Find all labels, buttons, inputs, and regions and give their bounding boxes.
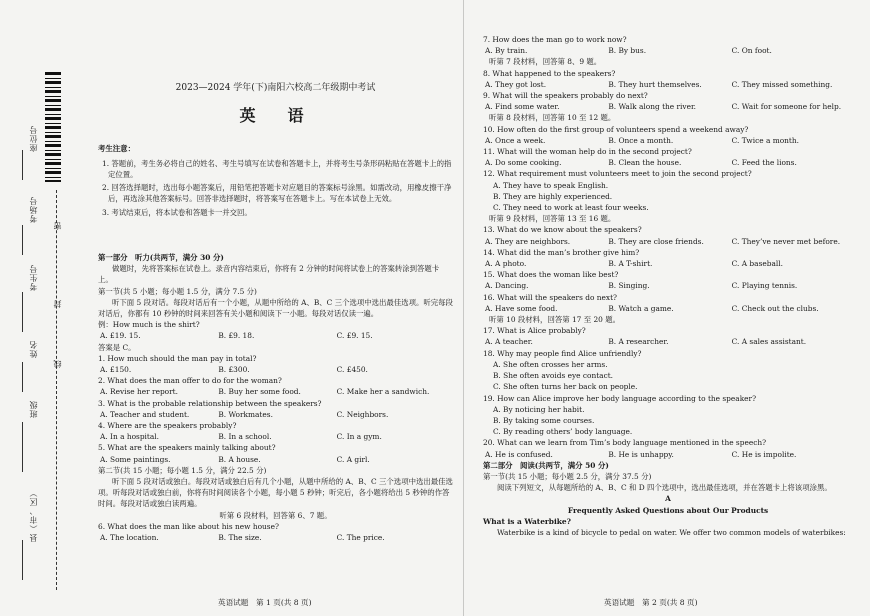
seal-dashed-line	[56, 190, 57, 590]
option: A. In a hospital.	[100, 432, 160, 442]
option: C. He is impolite.	[731, 449, 797, 459]
option: B. £9. 18.	[218, 331, 255, 341]
class-label: 班级	[29, 400, 38, 418]
question-4: 4. Where are the speakers probably?	[98, 421, 237, 431]
material-10-note: 听第 10 段材料，回答第 17 至 20 题。	[489, 315, 620, 325]
question-2-options	[98, 386, 453, 397]
passage-title: Frequently Asked Questions about Our Products	[567, 505, 769, 515]
room-label: 考场号	[29, 196, 38, 223]
question-10: 10. How often do the first group of volunteers spend a weekend away?	[483, 124, 749, 134]
option: B. Walk along the river.	[608, 102, 697, 112]
question-7-options	[483, 45, 853, 56]
option: A. By train.	[485, 46, 528, 56]
material-9-note: 听第 9 段材料，回答第 13 至 16 题。	[489, 214, 616, 224]
option: C. In a gym.	[336, 432, 382, 442]
option: B. A T-shirt.	[608, 259, 653, 269]
question-7: 7. How does the man go to work now?	[483, 35, 627, 44]
question-14-options	[483, 258, 853, 269]
option: C. Make her a sandwich.	[336, 387, 430, 397]
option: B. Singing.	[608, 281, 650, 291]
part1-intro: 做题时，先将答案标在试卷上。录音内容结束后，你将有 2 分钟的时间将试卷上的答案转涂到答题卡上。	[98, 264, 440, 285]
question-10-options	[483, 135, 853, 146]
material-6-note: 听第 6 段材料，回答第 6、7 题。	[219, 510, 332, 520]
option: C. Feed the lions.	[731, 158, 797, 168]
page-footer-right: 英语试题 第 2 页(共 8 页)	[604, 598, 698, 607]
question-9: 9. What will the speakers probably do next?	[483, 91, 648, 101]
exam-title: 2023—2024 学年(下)南阳六校高二年级期中考试	[175, 83, 376, 93]
option: B. Workmates.	[218, 409, 273, 419]
subject-title: 英 语	[239, 106, 312, 125]
question-6: 6. What does the man like about his new house?	[98, 521, 279, 531]
question-17-options	[483, 336, 853, 347]
option: C. Neighbors.	[336, 409, 389, 419]
option: B. They are highly experienced.	[493, 191, 613, 201]
county-field-rule	[22, 540, 23, 580]
option: A. Revise her report.	[100, 387, 178, 397]
example-options	[98, 330, 453, 341]
option: C. She often turns her back on people.	[493, 382, 638, 392]
question-19: 19. How can Alice improve her body language according to the speaker?	[483, 393, 757, 403]
seal-mark: 密	[53, 222, 62, 230]
option: A. A photo.	[485, 259, 527, 269]
question-5: 5. What are the speakers mainly talking about?	[98, 443, 276, 453]
question-13-options	[483, 236, 853, 247]
option: A. Teacher and student.	[100, 409, 190, 419]
question-3: 3. What is the probable relationship between the speakers?	[98, 398, 322, 408]
option: C. £9. 15.	[336, 331, 373, 341]
option: C. Check out the clubs.	[731, 303, 819, 313]
page-fold	[463, 0, 464, 616]
candidate-notes	[98, 144, 453, 222]
material-7-note: 听第 7 段材料，回答第 8、9 题。	[489, 57, 602, 67]
option: C. They’ve never met before.	[731, 236, 841, 246]
section1-heading: 第一节(共 5 小题；每小题 1.5 分，满分 7.5 分)	[98, 286, 257, 296]
question-20-options	[483, 449, 853, 460]
question-9-options	[483, 101, 853, 112]
option: A. By noticing her habit.	[493, 404, 585, 414]
option: C. A baseball.	[731, 259, 783, 269]
question-16: 16. What will the speakers do next?	[483, 292, 617, 302]
option: A. A teacher.	[485, 337, 533, 347]
seat-field-rule	[22, 150, 23, 180]
option: C. On foot.	[731, 46, 772, 56]
option: B. He is unhappy.	[608, 449, 674, 459]
listening-continued	[483, 34, 853, 538]
room-field-rule	[22, 225, 23, 255]
option: A. She often crosses her arms.	[493, 359, 608, 369]
option: B. They are close friends.	[608, 236, 704, 246]
option: A. Dancing.	[485, 281, 529, 291]
option: A. The location.	[100, 533, 159, 543]
section2-intro: 听下面 5 段对话或独白。每段对话或独白后有几个小题，从题中所给的 A、B、C 三个选项中选出最佳选项。听每段对话或独白前，你将有时间阅读各个小题，每小题 5 秒钟；听完后，各小题将给出 5 秒钟的作答时间。每段对话或独白读两遍。	[98, 477, 453, 509]
listening-section	[98, 252, 453, 543]
option: A. Do some cooking.	[485, 158, 562, 168]
option: B. In a school.	[218, 432, 272, 442]
option: A. Once a week.	[485, 135, 546, 145]
exam-no-label: 考生号	[29, 264, 38, 291]
material-8-note: 听第 8 段材料，回答第 10 至 12 题。	[489, 113, 616, 123]
question-8: 8. What happened to the speakers?	[483, 68, 616, 78]
question-17: 17. What is Alice probably?	[483, 326, 586, 336]
question-20: 20. What can we learn from Tim’s body language mentioned in the speech?	[483, 438, 767, 448]
question-2: 2. What does the man offer to do for the woman?	[98, 376, 282, 386]
option: C. A girl.	[336, 454, 370, 464]
option: B. Clean the house.	[608, 158, 682, 168]
page-footer-left: 英语试题 第 1 页(共 8 页)	[218, 598, 312, 607]
question-15-options	[483, 280, 853, 291]
question-11: 11. What will the woman help do in the second project?	[483, 147, 692, 157]
seat-label: 座位号	[29, 125, 38, 152]
option: C. Playing tennis.	[731, 281, 798, 291]
option: A. £19. 15.	[100, 331, 141, 341]
option: B. A house.	[218, 454, 261, 464]
option: A. £150.	[100, 365, 132, 375]
question-4-options	[98, 431, 453, 442]
option: C. Twice a month.	[731, 135, 800, 145]
question-1: 1. How much should the man pay in total?	[98, 353, 257, 363]
option: C. The price.	[336, 533, 385, 543]
part2-intro: 阅读下列短文，从每题所给的 A、B、C 和 D 四个选项中，选出最佳选项，并在答题卡上将该项涂黑。	[497, 483, 832, 493]
passage-subheading: What is a Waterbike?	[483, 516, 571, 526]
class-field-rule	[22, 422, 23, 472]
option: A. Some paintings.	[100, 454, 171, 464]
option: B. The size.	[218, 533, 262, 543]
question-11-options	[483, 157, 853, 168]
option: B. Watch a game.	[608, 303, 674, 313]
question-12: 12. What requirement must volunteers meet to join the second project?	[483, 169, 752, 179]
option: A. He is confused.	[485, 449, 553, 459]
part1-heading: 第一部分 听力(共两节，满分 30 分)	[98, 253, 224, 262]
question-1-options	[98, 364, 453, 375]
option: B. By taking some courses.	[493, 415, 595, 425]
name-label: 姓名	[29, 340, 38, 358]
note-item: 1. 答题前，考生务必将自己的姓名、考生号填写在试卷和答题卡上，并将考生号条形码粘贴在答题卡上的指定位置。	[102, 158, 452, 179]
part2-heading: 第二部分 阅读(共两节，满分 50 分)	[483, 460, 609, 470]
option: B. By bus.	[608, 46, 647, 56]
county-label: 县（市、区）	[29, 488, 38, 542]
option: C. By reading others’ body language.	[493, 427, 633, 437]
notes-heading: 考生注意：	[98, 144, 135, 153]
part2-section1-heading: 第一节(共 15 小题；每小题 2.5 分，满分 37.5 分)	[483, 471, 652, 481]
option: B. £300.	[218, 365, 250, 375]
name-field-rule	[22, 362, 23, 392]
option: C. They need to work at least four weeks.	[493, 203, 649, 213]
question-5-options	[98, 454, 453, 465]
passage-text: Waterbike is a kind of bicycle to pedal on water. We offer two common models of waterbikes:	[497, 527, 846, 537]
option: A. They are neighbors.	[485, 236, 571, 246]
question-8-options	[483, 79, 853, 90]
section2-heading: 第二节(共 15 小题；每小题 1.5 分，满分 22.5 分)	[98, 465, 267, 475]
example-answer: 答案是 C。	[98, 342, 136, 352]
option: A. They have to speak English.	[493, 180, 609, 190]
section1-intro: 听下面 5 段对话。每段对话后有一个小题，从题中所给的 A、B、C 三个选项中选出最佳选项。听完每段对话后，你都有 10 秒钟的时间来回答有关小题和阅读下一小题。每段对话仅读一遍。	[98, 297, 453, 319]
barcode-strip	[45, 72, 61, 182]
question-6-options	[98, 532, 453, 543]
option: B. Once a month.	[608, 135, 674, 145]
binding-margin	[0, 0, 80, 616]
option: B. They hurt themselves.	[608, 79, 702, 89]
option: C. £450.	[336, 365, 368, 375]
option: C. Wait for someone for help.	[731, 102, 842, 112]
option: C. They missed something.	[731, 79, 833, 89]
passage-letter: A	[665, 494, 671, 504]
option: B. A researcher.	[608, 337, 669, 347]
option: A. Find some water.	[485, 102, 560, 112]
option: B. Buy her some food.	[218, 387, 301, 397]
question-16-options	[483, 303, 853, 314]
option: A. Have some food.	[485, 303, 558, 313]
question-3-options	[98, 409, 453, 420]
note-item: 2. 回答选择题时，选出每小题答案后，用铅笔把答题卡对应题目的答案标号涂黑。如需改动，用橡皮擦干净后，再选涂其他答案标号。回答非选择题时，将答案写在答题卡上。写在本试卷上无效。	[102, 183, 452, 204]
question-13: 13. What do we know about the speakers?	[483, 225, 642, 235]
option: A. They got lost.	[485, 79, 547, 89]
question-15: 15. What does the woman like best?	[483, 270, 619, 280]
option: C. A sales assistant.	[731, 337, 807, 347]
exam-no-field-rule	[22, 292, 23, 332]
fold-mark: 封	[53, 300, 62, 308]
line-mark: 线	[53, 360, 62, 368]
option: B. She often avoids eye contact.	[493, 371, 614, 381]
question-18: 18. Why may people find Alice unfriendly?	[483, 348, 642, 358]
example-question: 例：How much is the shirt?	[98, 320, 200, 330]
note-item: 3. 考试结束后，将本试卷和答题卡一并交回。	[102, 207, 252, 217]
question-14: 14. What did the man’s brother give him?	[483, 247, 640, 257]
